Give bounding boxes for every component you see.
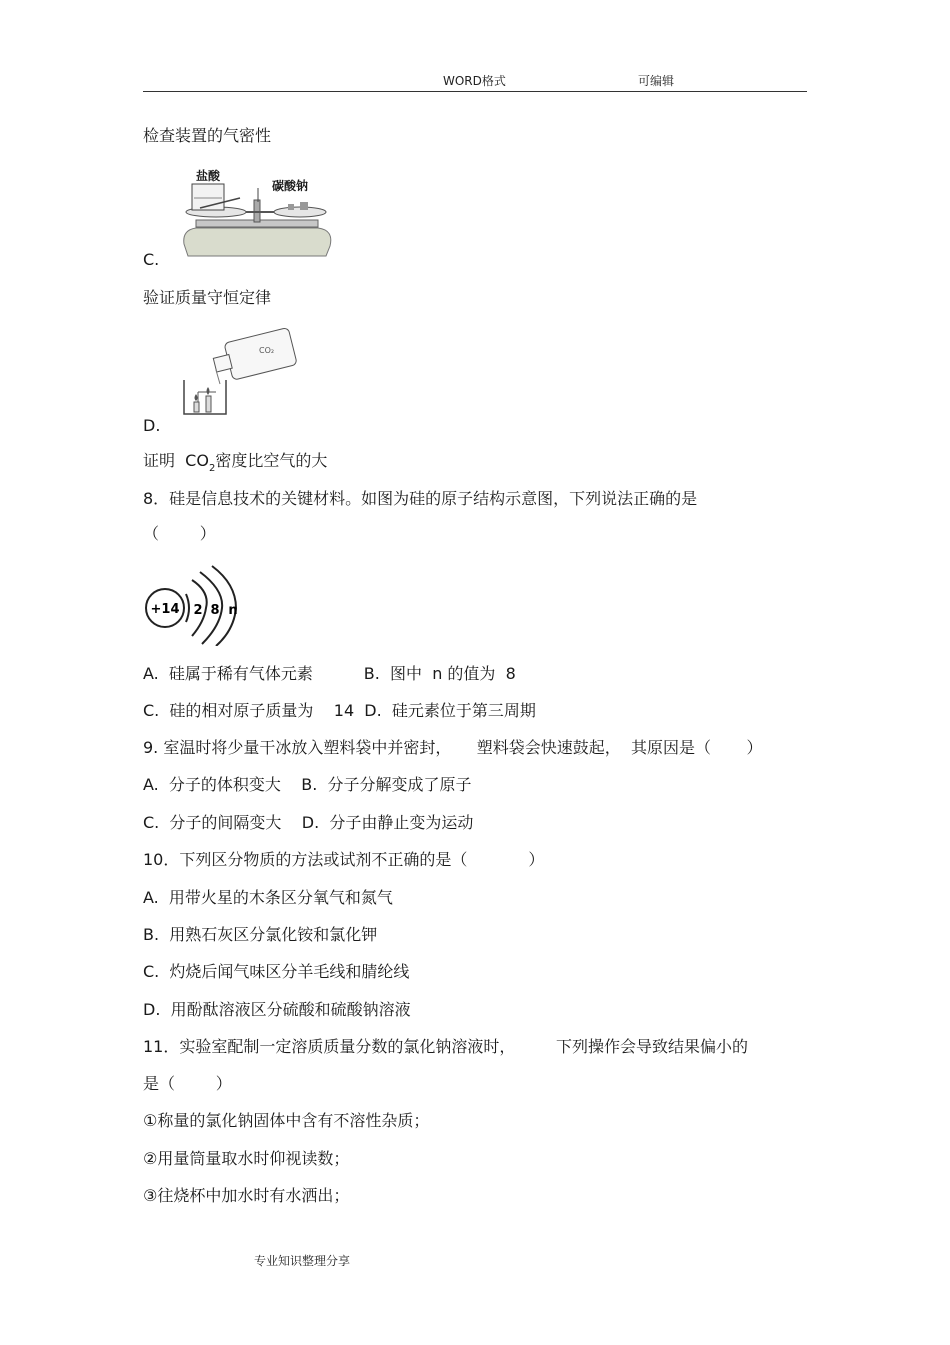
question-10-option-d: D. 用酚酞溶液区分硫酸和硫酸钠溶液	[143, 1000, 411, 1019]
co2-bottle-label: CO₂	[259, 346, 275, 355]
shell-3: n	[228, 603, 238, 618]
question-11-blank: 是（ ）	[143, 1074, 232, 1093]
question-8-options-cd: C. 硅的相对原子质量为 14 D. 硅元素位于第三周期	[143, 701, 536, 720]
nucleus-charge: +14	[150, 602, 180, 617]
header-right: 可编辑	[638, 74, 675, 88]
question-9-options-cd: C. 分子的间隔变大 D. 分子由静止变为运动	[143, 813, 474, 832]
silicon-atom-diagram	[140, 562, 250, 646]
question-11-item-2: ②用量筒量取水时仰视读数；	[143, 1149, 350, 1168]
label-sodium-carbonate: 碳酸钠	[272, 179, 309, 193]
option-c-label: C.	[143, 250, 160, 269]
question-9: 9. 室温时将少量干冰放入塑料袋中并密封， 塑料袋会快速鼓起， 其原因是（ ）	[143, 738, 763, 757]
question-10: 10．下列区分物质的方法或试剂不正确的是（ ）	[143, 850, 545, 869]
question-10-option-a: A. 用带火星的木条区分氧气和氮气	[143, 888, 393, 907]
question-11: 11．实验室配制一定溶质质量分数的氯化钠溶液时， 下列操作会导致结果偏小的	[143, 1037, 749, 1056]
question-8: 8．硅是信息技术的关键材料。如图为硅的原子结构示意图，下列说法正确的是	[143, 489, 698, 508]
question-10-option-c: C. 灼烧后闻气味区分羊毛线和腈纶线	[143, 962, 410, 981]
question-8-blank: （ ）	[143, 524, 216, 543]
option-d-label: D.	[143, 416, 161, 435]
question-11-item-1: ①称量的氯化钠固体中含有不溶性杂质；	[143, 1111, 430, 1130]
shell-1: 2	[193, 603, 203, 618]
line-mass-conservation: 验证质量守恒定律	[143, 288, 272, 307]
question-11-item-3: ③往烧杯中加水时有水洒出；	[143, 1186, 350, 1205]
line-airtightness: 检查装置的气密性	[143, 126, 272, 145]
label-acid: 盐酸	[196, 169, 221, 183]
header-rule	[143, 91, 807, 92]
co2-candle-figure	[176, 326, 300, 418]
shell-2: 8	[210, 603, 220, 618]
question-10-option-b: B. 用熟石灰区分氯化铵和氯化钾	[143, 925, 378, 944]
header-left: WORD格式	[443, 74, 506, 88]
line-co2-density: 证明 $CO_2$密度比空气的大	[143, 451, 328, 474]
question-8-options-ab: A. 硅属于稀有气体元素 B. 图中 n 的值为 8	[143, 664, 516, 683]
footer-text: 专业知识整理分享	[254, 1254, 351, 1268]
question-9-options-ab: A. 分子的体积变大 B. 分子分解变成了原子	[143, 775, 472, 794]
